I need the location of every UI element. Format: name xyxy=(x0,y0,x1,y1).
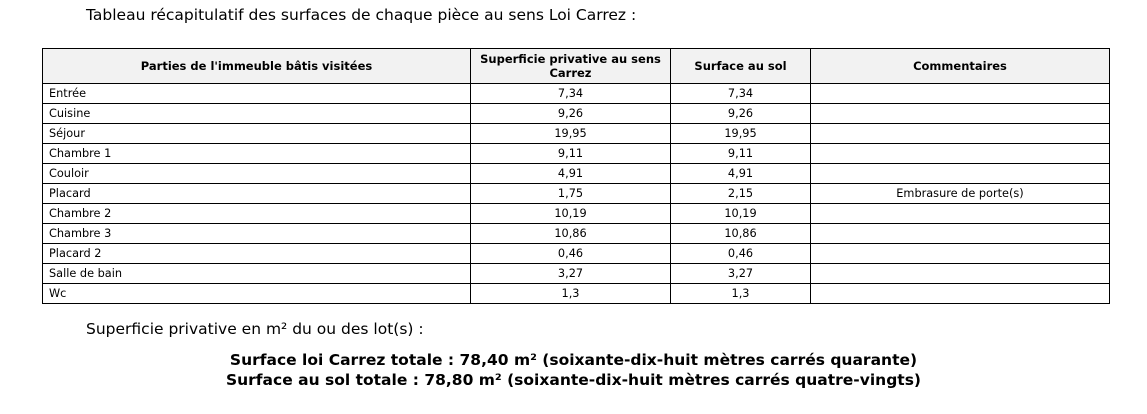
table-row xyxy=(43,264,1110,284)
table-row xyxy=(43,164,1110,184)
room-name-cell: Couloir xyxy=(43,164,471,184)
comment-cell xyxy=(811,284,1110,304)
private-surface-subtitle: Superficie privative en m² du ou des lot(s) : xyxy=(86,320,424,338)
room-name-cell: Placard xyxy=(43,184,471,204)
comment-cell xyxy=(811,204,1110,224)
carrez-surface-cell: 10,86 xyxy=(471,224,671,244)
table-row xyxy=(43,84,1110,104)
carrez-surface-cell: 3,27 xyxy=(471,264,671,284)
carrez-surface-cell: 19,95 xyxy=(471,124,671,144)
carrez-surface-cell: 0,46 xyxy=(471,244,671,264)
room-name-cell: Placard 2 xyxy=(43,244,471,264)
table-row xyxy=(43,184,1110,204)
table-row xyxy=(43,144,1110,164)
room-name-cell: Chambre 3 xyxy=(43,224,471,244)
floor-total-line: Surface au sol totale : 78,80 m² (soixante-dix-huit mètres carrés quatre-vingts) xyxy=(225,371,922,389)
floor-surface-cell: 2,15 xyxy=(671,184,811,204)
floor-surface-cell: 9,26 xyxy=(671,104,811,124)
carrez-surface-cell: 4,91 xyxy=(471,164,671,184)
comment-cell xyxy=(811,84,1110,104)
surfaces-table xyxy=(42,48,1110,304)
comment-cell xyxy=(811,244,1110,264)
table-heading: Tableau récapitulatif des surfaces de chaque pièce au sens Loi Carrez : xyxy=(86,6,637,24)
floor-surface-cell: 10,19 xyxy=(671,204,811,224)
floor-surface-cell: 3,27 xyxy=(671,264,811,284)
room-name-cell: Séjour xyxy=(43,124,471,144)
table-row xyxy=(43,104,1110,124)
floor-surface-cell: 1,3 xyxy=(671,284,811,304)
room-name-cell: Chambre 2 xyxy=(43,204,471,224)
floor-surface-cell: 7,34 xyxy=(671,84,811,104)
comment-cell xyxy=(811,144,1110,164)
table-row xyxy=(43,204,1110,224)
room-name-cell: Entrée xyxy=(43,84,471,104)
comment-cell xyxy=(811,264,1110,284)
carrez-surface-cell: 1,3 xyxy=(471,284,671,304)
carrez-total-line: Surface loi Carrez totale : 78,40 m² (soixante-dix-huit mètres carrés quarante) xyxy=(229,351,918,369)
floor-surface-cell: 9,11 xyxy=(671,144,811,164)
column-header-carrez: Superficie privative au sens Carrez xyxy=(471,49,671,84)
column-header-comments: Commentaires xyxy=(811,49,1110,84)
comment-cell xyxy=(811,104,1110,124)
floor-surface-cell: 4,91 xyxy=(671,164,811,184)
carrez-surface-cell: 10,19 xyxy=(471,204,671,224)
carrez-surface-cell: 1,75 xyxy=(471,184,671,204)
comment-cell xyxy=(811,164,1110,184)
floor-surface-cell: 10,86 xyxy=(671,224,811,244)
carrez-surface-cell: 9,26 xyxy=(471,104,671,124)
comment-cell xyxy=(811,124,1110,144)
floor-surface-cell: 19,95 xyxy=(671,124,811,144)
table-row xyxy=(43,244,1110,264)
room-name-cell: Chambre 1 xyxy=(43,144,471,164)
table-header-row xyxy=(43,49,1110,84)
carrez-surface-cell: 7,34 xyxy=(471,84,671,104)
room-name-cell: Salle de bain xyxy=(43,264,471,284)
table-row xyxy=(43,284,1110,304)
column-header-floor: Surface au sol xyxy=(671,49,811,84)
column-header-part: Parties de l'immeuble bâtis visitées xyxy=(43,49,471,84)
comment-cell: Embrasure de porte(s) xyxy=(811,184,1110,204)
carrez-surface-cell: 9,11 xyxy=(471,144,671,164)
table-row xyxy=(43,224,1110,244)
comment-cell xyxy=(811,224,1110,244)
table-row xyxy=(43,124,1110,144)
floor-surface-cell: 0,46 xyxy=(671,244,811,264)
room-name-cell: Cuisine xyxy=(43,104,471,124)
room-name-cell: Wc xyxy=(43,284,471,304)
